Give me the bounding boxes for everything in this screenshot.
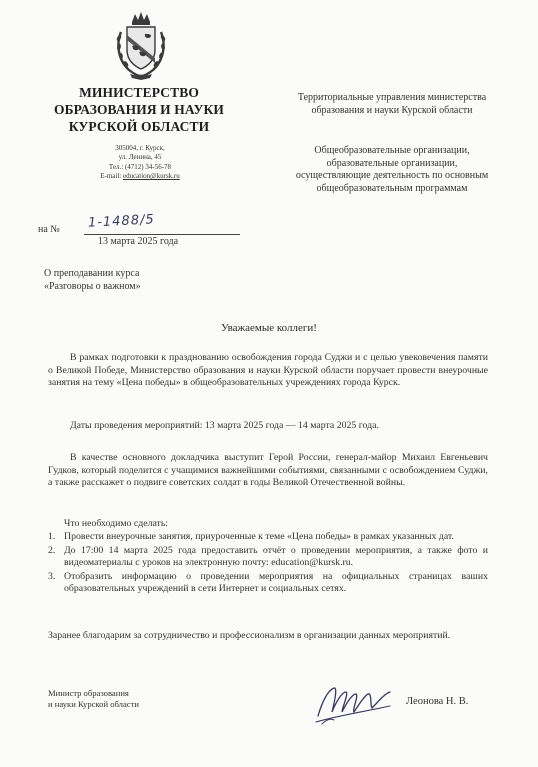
signer-name: Леонова Н. В. [406, 696, 469, 707]
kursk-coat-of-arms-emblem [112, 10, 170, 80]
closing-thanks: Заранее благодарим за сотрудничество и профессионализм в организации данных мероприятий. [48, 630, 451, 641]
subject-line: О преподавании курса [44, 268, 140, 279]
signer-position-line: Министр образования [48, 688, 129, 698]
list-item-number: 2. [48, 544, 56, 556]
ministry-address [70, 144, 210, 182]
ministry-title-line: ОБРАЗОВАНИЯ И НАУКИ [53, 102, 225, 117]
signer-position [48, 688, 139, 710]
ministry-title-line: МИНИСТЕРСТВО [79, 85, 199, 100]
paragraph-text: Даты проведения мероприятий: 13 марта 2025 года — 14 марта 2025 года. [70, 420, 379, 431]
reference-number-handwritten: 1-1488/5 [87, 212, 156, 231]
reference-underline [84, 234, 240, 235]
phone-line: Тел.: (4712) 34-56-78 [108, 162, 172, 171]
todo-list [48, 531, 488, 597]
paragraph-text: В рамках подготовки к празднованию освобождения города Суджи и с целью увековечения памяти о Великой Победе, Министерство образования и науки Курской области поручает провести внеурочные занятия на тему «Цена победы» в общеобразовательных учреждениях города Курск. [48, 352, 488, 389]
email-link[interactable]: education@kursk.ru [122, 172, 180, 181]
ministry-title [34, 84, 244, 135]
body-paragraph [48, 420, 488, 433]
addressee-territorial-departments: Территориальные управления министерства образования и науки Курской области [297, 92, 487, 116]
body-paragraph [48, 352, 488, 390]
addressee-educational-organizations: Общеобразовательные организации, образовательные организации, осуществляющие деятельность по основным общеобразовательным программам [295, 145, 489, 194]
list-item-text: До 17:00 14 марта 2025 года предоставить отчёт о проведении мероприятия, а также фото и видеоматериалы с уроков на электронную почту: education@kursk.ru. [64, 544, 488, 569]
reference-prefix: на № [38, 224, 60, 235]
list-item [48, 545, 488, 570]
paragraph-text: В качестве основного докладчика выступит Герой России, генерал-майор Михаил Евгеньевич Гудков, который поделится с учащимися важнейшими событиями, связанными с освобождением Суджи, а также расскажет о подвиге советских солдат в годы Великой Отечественной войны. [48, 452, 488, 489]
list-item [48, 571, 488, 596]
todo-intro: Что необходимо сделать: [64, 518, 169, 529]
list-item-text: Провести внеурочные занятия, приуроченные к теме «Цена победы» в рамках указанных дат. [64, 531, 454, 542]
email-line [70, 172, 210, 181]
signer-position-line: и науки Курской области [48, 699, 139, 709]
subject-line: «Разговоры о важном» [44, 280, 141, 292]
handwritten-signature [312, 672, 394, 728]
list-item-number: 3. [48, 570, 56, 582]
address-line: ул. Ленина, 45 [118, 153, 162, 162]
letter-subject [44, 268, 141, 293]
email-label: E-mail: [100, 172, 123, 181]
ministry-title-line: КУРСКОЙ ОБЛАСТИ [68, 119, 210, 134]
reference-date: 13 марта 2025 года [98, 236, 179, 247]
salutation: Уважаемые коллеги! [221, 322, 317, 334]
address-line: 305004, г. Курск, [115, 144, 165, 152]
list-item-number: 1. [48, 531, 56, 542]
list-item-text: Отобразить информацию о проведении мероприятия на официальных страницах ваших образовательных учреждений в сети Интернет и социальных сетях. [64, 570, 488, 595]
list-item [48, 531, 488, 544]
body-paragraph [48, 452, 488, 490]
